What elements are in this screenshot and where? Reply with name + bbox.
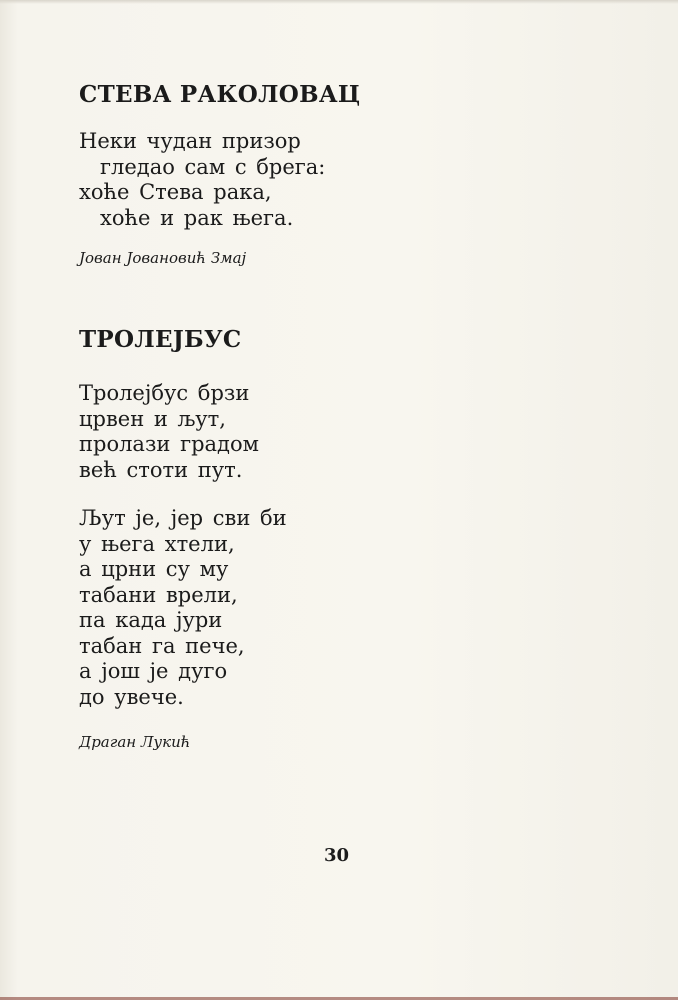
poem-title: СТЕВА РАКОЛОВАЦ <box>79 81 361 108</box>
poem-steva-rakolovac <box>79 80 399 268</box>
poem-stanza <box>79 381 399 483</box>
poem-line: а црни су му <box>79 557 229 581</box>
poem-trolejbus <box>79 325 399 752</box>
poem-stanza <box>79 506 399 710</box>
poem-line: па када јури <box>79 608 223 632</box>
poem-line: Љут је, јер сви би <box>79 506 287 530</box>
poem-line: до увече. <box>79 684 184 709</box>
poem-line: хоће Стева рака, <box>79 180 272 204</box>
page-number: 30 <box>324 845 350 866</box>
page-top-edge <box>0 0 678 4</box>
poem-line: Тролејбус брзи <box>79 381 250 405</box>
poem-line: табани врели, <box>79 582 238 607</box>
poem-line: црвен и љут, <box>79 406 226 431</box>
poem-line: у њега хтели, <box>79 531 235 556</box>
poem-stanza <box>79 129 399 231</box>
poem-author: Драган Лукић <box>79 733 191 751</box>
poem-line: гледао сам с брега: <box>100 154 326 179</box>
poem-line: табан га пече, <box>79 633 245 658</box>
poem-line: хоће и рак њега. <box>100 205 294 230</box>
poem-line: Неки чудан призор <box>79 129 301 153</box>
poem-line: већ стоти пут. <box>79 457 243 482</box>
poem-title: ТРОЛЕЈБУС <box>79 326 242 353</box>
poem-line: пролази градом <box>79 432 259 456</box>
poem-author: Јован Јовановић Змај <box>79 249 247 267</box>
poem-line: а још је дуго <box>79 659 228 683</box>
page-content <box>79 80 399 752</box>
